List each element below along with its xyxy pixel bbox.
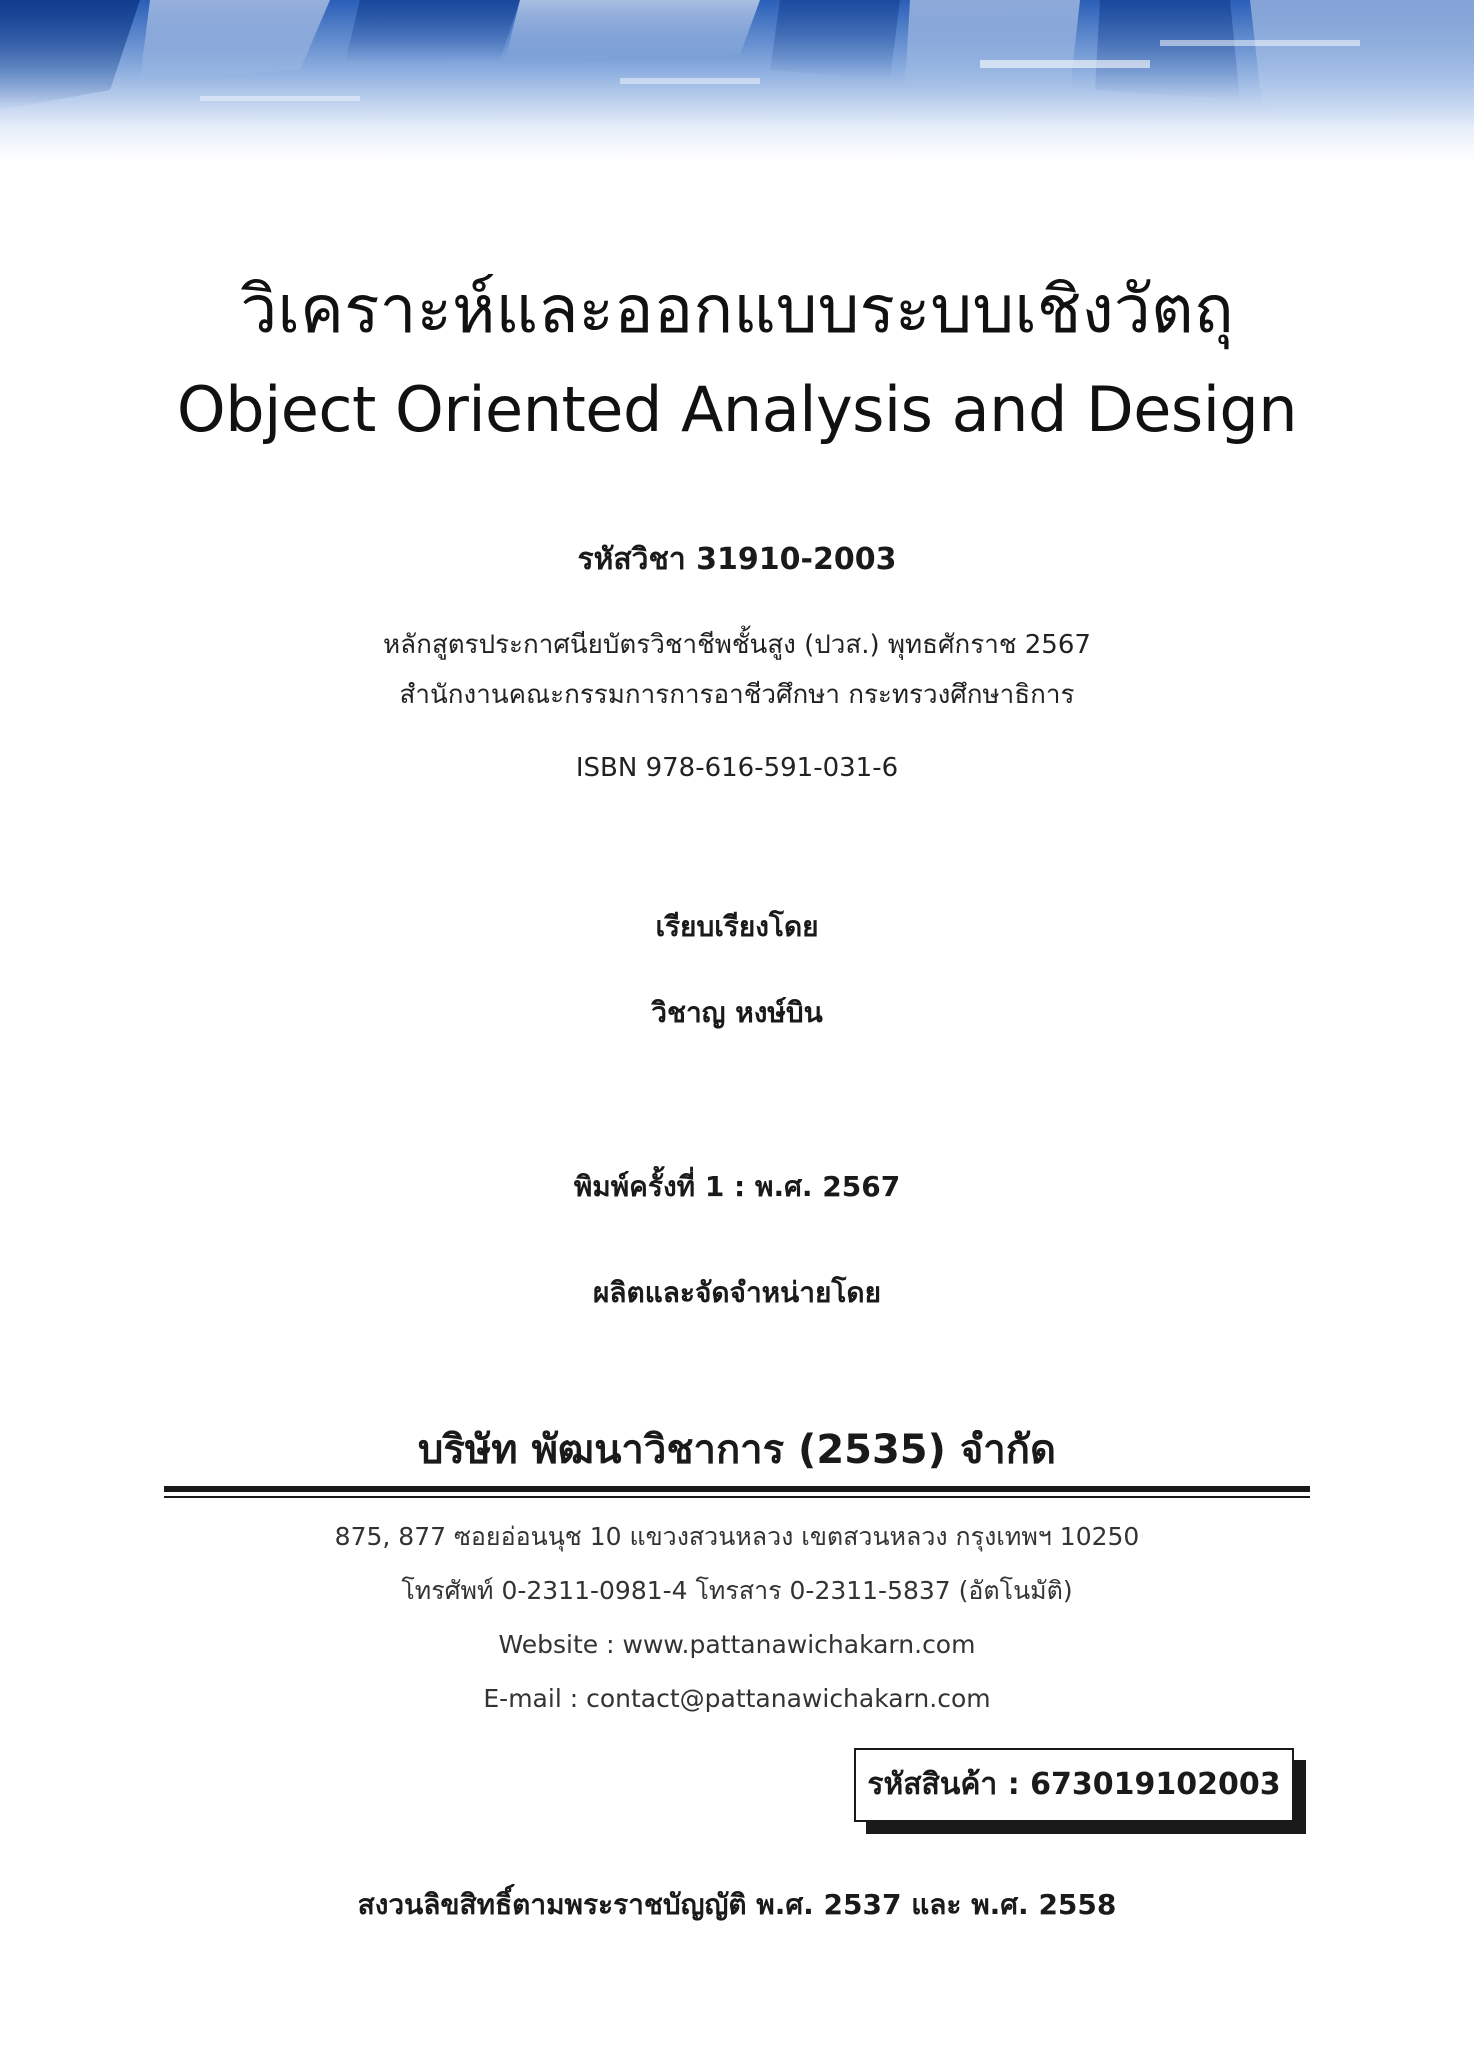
product-code-box bbox=[854, 1748, 1294, 1822]
publisher-contact bbox=[0, 1510, 1474, 1726]
compiled-by-label: เรียบเรียงโดย bbox=[655, 910, 819, 943]
distributed-by-label: ผลิตและจัดจำหน่ายโดย bbox=[592, 1276, 882, 1309]
book-title-thai: วิเคราะห์และออกแบบระบบเชิงวัตถุ bbox=[240, 271, 1234, 348]
course-code: รหัสวิชา 31910-2003 bbox=[577, 542, 897, 577]
header-banner-image bbox=[0, 0, 1474, 160]
book-title-english: Object Oriented Analysis and Design bbox=[176, 373, 1298, 446]
phone-line: โทรศัพท์ 0-2311-0981-4 โทรสาร 0-2311-5837 (อัตโนมัติ) bbox=[401, 1576, 1073, 1605]
product-code: รหัสสินค้า : 673019102003 bbox=[854, 1748, 1294, 1822]
publisher-name: บริษัท พัฒนาวิชาการ (2535) จำกัด bbox=[418, 1427, 1056, 1473]
email-line: E-mail : contact@pattanawichakarn.com bbox=[483, 1684, 991, 1713]
address-line: 875, 877 ซอยอ่อนนุช 10 แขวงสวนหลวง เขตสวนหลวง กรุงเทพฯ 10250 bbox=[334, 1522, 1140, 1551]
copyright-notice: สงวนลิขสิทธิ์ตามพระราชบัญญัติ พ.ศ. 2537 และ พ.ศ. 2558 bbox=[357, 1888, 1117, 1921]
edition-info: พิมพ์ครั้งที่ 1 : พ.ศ. 2567 bbox=[573, 1170, 901, 1203]
curriculum-info bbox=[0, 620, 1474, 720]
website-line: Website : www.pattanawichakarn.com bbox=[498, 1630, 976, 1659]
curriculum-line: หลักสูตรประกาศนียบัตรวิชาชีพชั้นสูง (ปวส.) พุทธศักราช 2567 bbox=[383, 630, 1091, 660]
divider bbox=[164, 1496, 1310, 1498]
curriculum-line: สำนักงานคณะกรรมการการอาชีวศึกษา กระทรวงศึกษาธิการ bbox=[399, 680, 1075, 710]
author-name: วิชาญ หงษ์บิน bbox=[651, 996, 823, 1029]
divider bbox=[164, 1486, 1310, 1492]
isbn: ISBN 978-616-591-031-6 bbox=[575, 753, 899, 783]
